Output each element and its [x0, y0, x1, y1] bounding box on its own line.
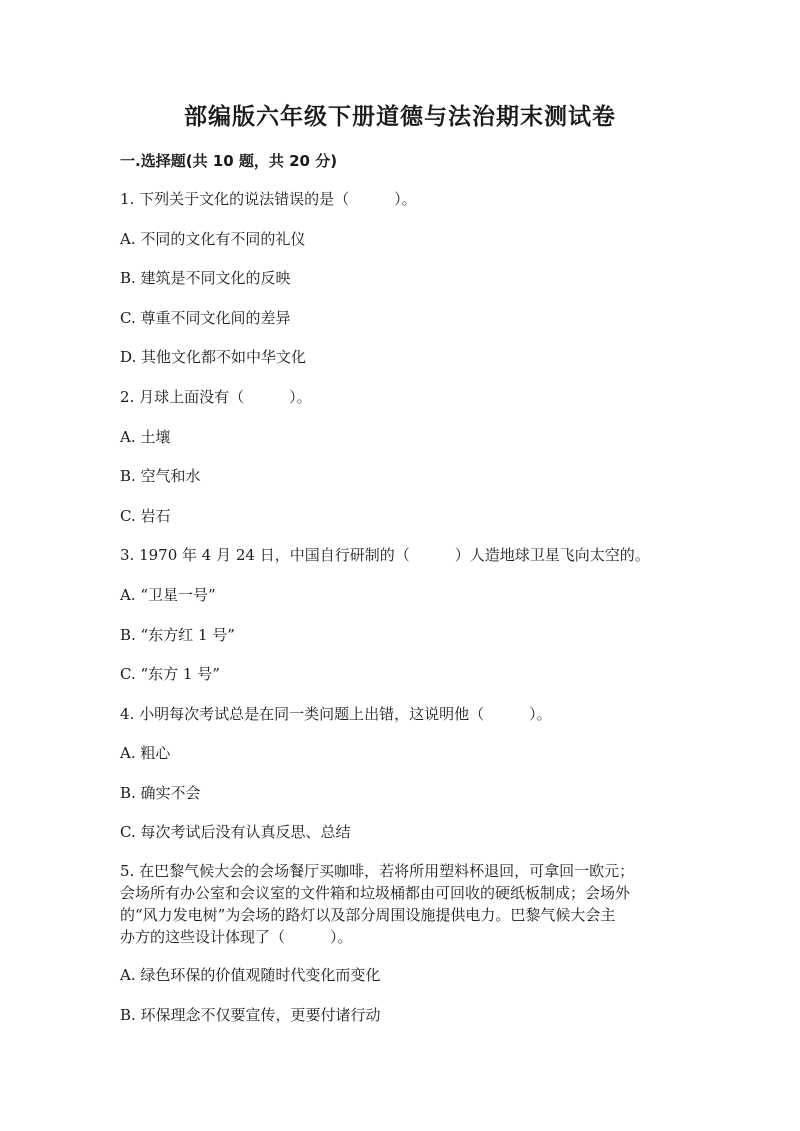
- section-heading: 一.选择题(共 10 题，共 20 分): [120, 152, 338, 170]
- question-4-stem: 4. 小明每次考试总是在同一类问题上出错，这说明他（ ）。: [120, 705, 552, 723]
- question-3-option-b: B. “东方红 1 号”: [120, 626, 235, 644]
- question-5-stem: [120, 860, 668, 948]
- question-3-option-a: A. “卫星一号”: [120, 586, 216, 604]
- question-5-stem-line: 的“风力发电树”为会场的路灯以及部分周围设施提供电力。巴黎气候大会主: [120, 906, 616, 924]
- question-2-stem: 2. 月球上面没有（ ）。: [120, 388, 312, 406]
- question-1-stem: 1. 下列关于文化的说法错误的是（ ）。: [120, 190, 417, 208]
- question-5-stem-line: 会场所有办公室和会议室的文件箱和垃圾桶都由可回收的硬纸板制成；会场外: [120, 884, 631, 902]
- question-5-stem-line: 5. 在巴黎气候大会的会场餐厅买咖啡，若将所用塑料杯退回，可拿回一欧元；: [120, 862, 635, 880]
- question-3-stem: 3. 1970 年 4 月 24 日，中国自行研制的（ ）人造地球卫星飞向太空的。: [120, 546, 650, 564]
- question-1-option-d: D. 其他文化都不如中华文化: [120, 348, 307, 366]
- question-1-option-b: B. 建筑是不同文化的反映: [120, 269, 291, 287]
- question-2-option-b: B. 空气和水: [120, 467, 201, 485]
- question-3-option-c: C. “东方 1 号”: [120, 665, 220, 683]
- question-1-option-a: A. 不同的文化有不同的礼仪: [120, 230, 306, 248]
- question-4-option-c: C. 每次考试后没有认真反思、总结: [120, 823, 351, 841]
- question-2-option-a: A. 土壤: [120, 428, 171, 446]
- question-4-option-b: B. 确实不会: [120, 784, 201, 802]
- question-1-option-c: C. 尊重不同文化间的差异: [120, 309, 291, 327]
- question-5-option-b: B. 环保理念不仅要宣传，更要付诸行动: [120, 1006, 381, 1024]
- question-5-option-a: A. 绿色环保的价值观随时代变化而变化: [120, 966, 381, 984]
- question-2-option-c: C. 岩石: [120, 507, 171, 525]
- document-title: 部编版六年级下册道德与法治期末测试卷: [184, 104, 616, 130]
- question-5-stem-line: 办方的这些设计体现了（ ）。: [120, 928, 353, 946]
- question-4-option-a: A. 粗心: [120, 744, 171, 762]
